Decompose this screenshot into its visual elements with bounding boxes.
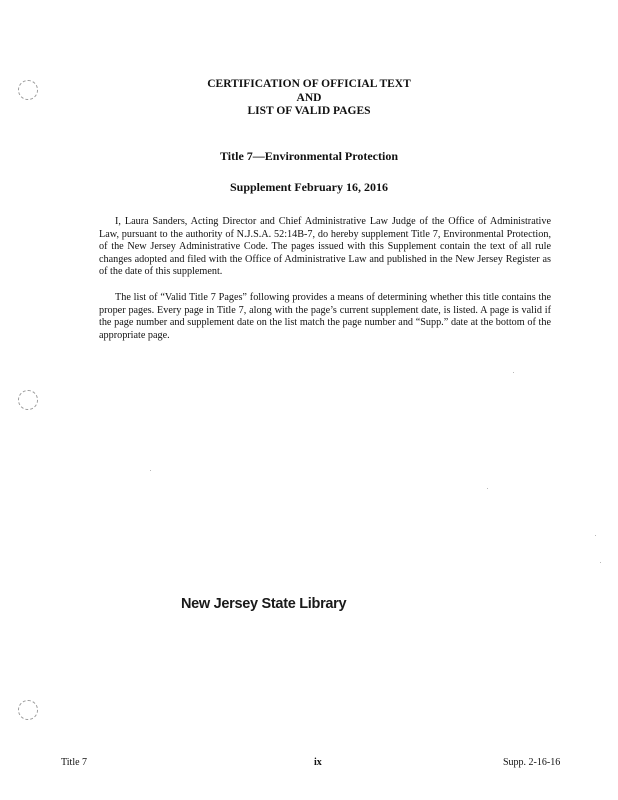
scan-speck bbox=[150, 470, 151, 471]
certification-paragraph: I, Laura Sanders, Acting Director and Chief Administrative Law Judge of the Office of Administrative Law, pursuant to the authority of N.J.S.A. 52:14B-7, do hereby supplement Title 7, Environmental Protection, of the New Jersey Administrative Code. The pages issued with this Supplement contain the text of all rule changes adopted and filed with the Office of Administrative Law and published in the New Jersey Register as of the date of this supplement. bbox=[99, 216, 551, 277]
punch-hole-bottom bbox=[18, 700, 38, 720]
scan-speck bbox=[513, 372, 514, 373]
scan-speck bbox=[487, 488, 488, 489]
footer-title: Title 7 bbox=[61, 757, 88, 768]
heading-line-1: CERTIFICATION OF OFFICIAL TEXT bbox=[207, 78, 411, 90]
supplement-date: Supplement February 16, 2016 bbox=[229, 180, 388, 194]
library-stamp: New Jersey State Library bbox=[181, 596, 347, 612]
valid-pages-paragraph: The list of “Valid Title 7 Pages” following provides a means of determining whether this title contains the proper pages. Every page in Title 7, along with the page’s current supplement date, is listed. A page is valid if the page number and supplement date on the list match the page number and “Supp.” date at the bottom of the appropriate page. bbox=[99, 292, 551, 341]
certification-heading bbox=[0, 78, 618, 119]
heading-line-2: AND bbox=[296, 91, 322, 104]
scan-speck bbox=[595, 535, 596, 536]
footer-page-number: ix bbox=[314, 757, 322, 768]
heading-line-3: LIST OF VALID PAGES bbox=[247, 105, 371, 117]
scan-speck bbox=[600, 562, 601, 563]
footer-supplement: Supp. 2-16-16 bbox=[503, 757, 561, 768]
title-line: Title 7—Environmental Protection bbox=[220, 149, 398, 163]
punch-hole-middle bbox=[18, 390, 38, 410]
